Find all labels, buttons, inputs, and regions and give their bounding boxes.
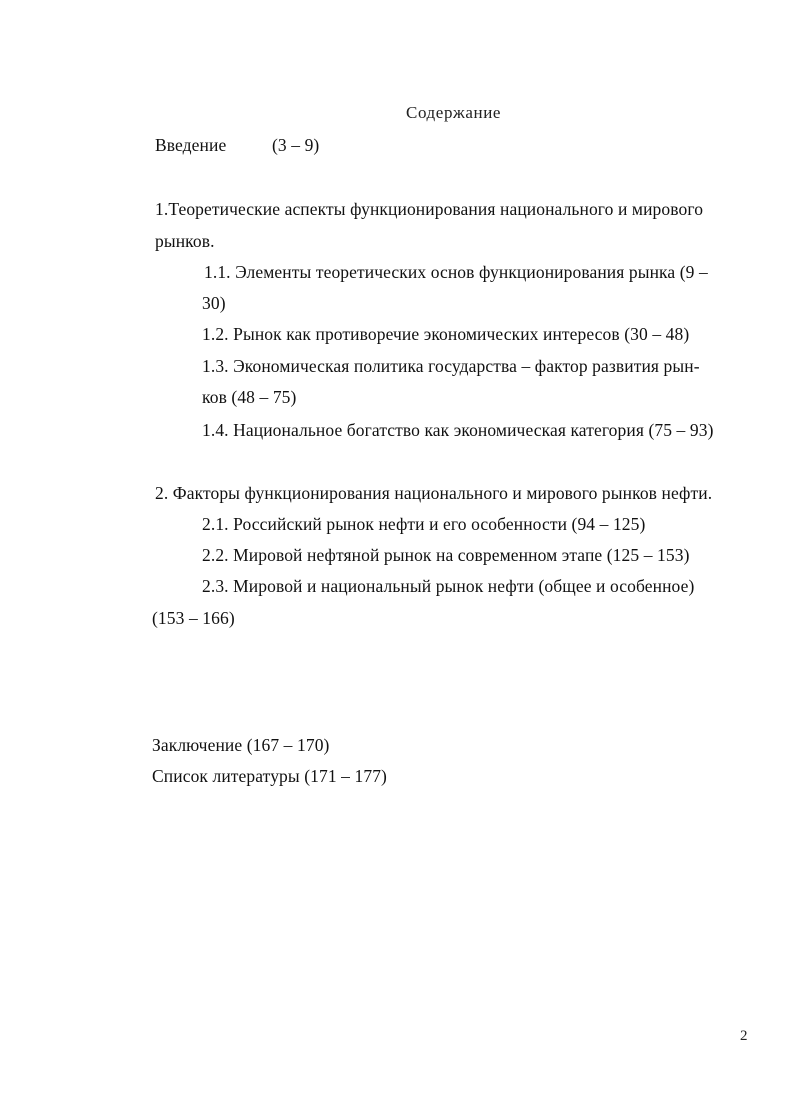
toc-section-1-3: 1.3. Экономическая политика государства – фактор развития рын- [202, 356, 700, 376]
toc-intro-pages: (3 – 9) [272, 135, 320, 155]
toc-section-2-3: 2.3. Мировой и национальный рынок нефти (общее и особенное) [202, 576, 695, 596]
toc-section-1-3-cont: ков (48 – 75) [202, 387, 297, 407]
toc-section-1-1-cont: 30) [202, 293, 226, 313]
toc-bibliography: Список литературы (171 – 177) [152, 766, 387, 786]
toc-chapter2-title: 2. Факторы функционирования национального и мирового рынков нефти. [155, 483, 713, 503]
toc-section-2-1: 2.1. Российский рынок нефти и его особенности (94 – 125) [202, 514, 646, 534]
toc-section-2-2: 2.2. Мировой нефтяной рынок на современном этапе (125 – 153) [202, 545, 690, 565]
toc-section-1-2: 1.2. Рынок как противоречие экономических интересов (30 – 48) [202, 324, 690, 344]
page-title: Содержание [406, 103, 502, 122]
toc-intro-label: Введение [155, 135, 227, 155]
toc-section-1-1: 1.1. Элементы теоретических основ функционирования рынка (9 – [204, 262, 708, 282]
toc-chapter1-title: 1.Теоретические аспекты функционирования национального и мирового [155, 199, 704, 219]
toc-section-2-3-cont: (153 – 166) [152, 608, 235, 628]
toc-conclusion: Заключение (167 – 170) [152, 735, 330, 755]
toc-chapter1-title-cont: рынков. [155, 231, 215, 251]
toc-section-1-4: 1.4. Национальное богатство как экономическая категория (75 – 93) [202, 420, 714, 440]
page-number: 2 [740, 1028, 748, 1044]
